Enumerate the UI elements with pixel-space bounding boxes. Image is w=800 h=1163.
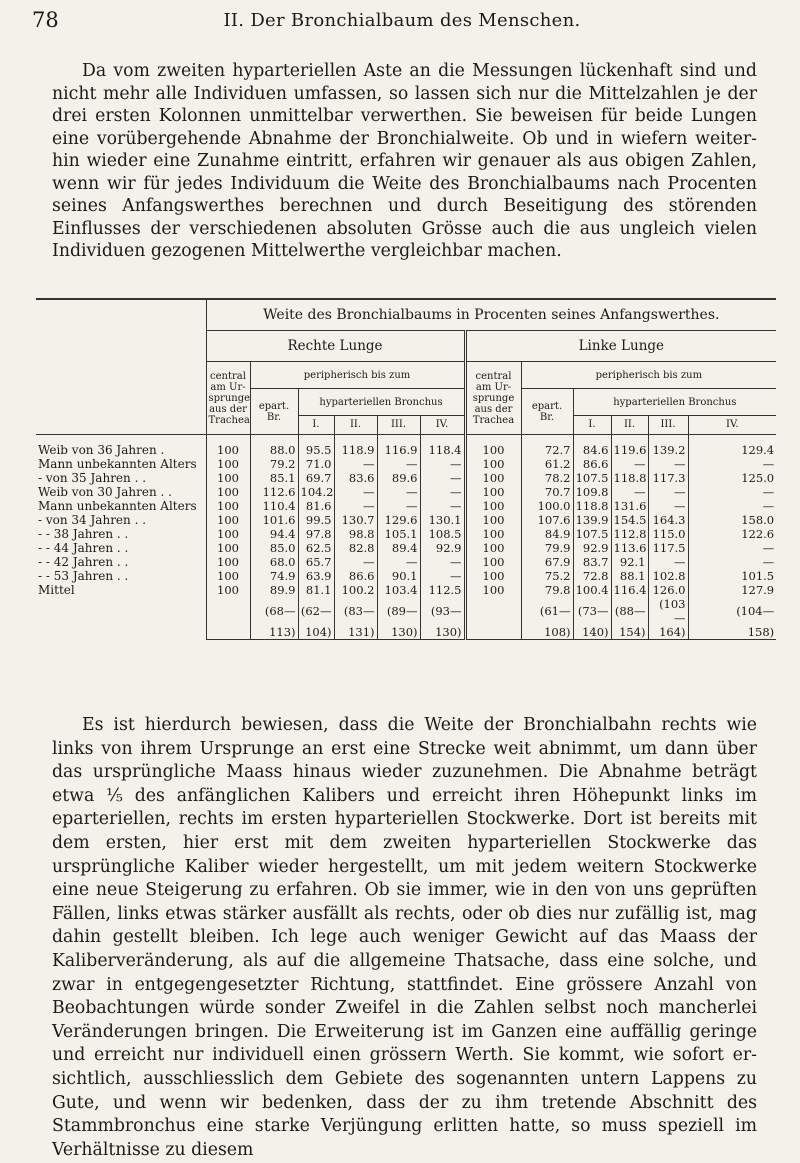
table-cell: 97.8 bbox=[298, 527, 334, 541]
range-cell bbox=[206, 597, 250, 625]
table-cell: 67.9 bbox=[521, 555, 573, 569]
row-label: - - 38 Jahren . . bbox=[38, 527, 129, 541]
table-cell: 139.2 bbox=[648, 443, 688, 457]
table-cell: 82.8 bbox=[334, 541, 377, 555]
range-cell: 108) bbox=[521, 625, 573, 640]
table-cell: 112.8 bbox=[611, 527, 648, 541]
col-header-l-2: II. bbox=[611, 416, 648, 435]
table-cell: 125.0 bbox=[688, 471, 776, 485]
table-cell: 119.6 bbox=[611, 443, 648, 457]
table-cell: 129.4 bbox=[688, 443, 776, 457]
range-cell: 158) bbox=[688, 625, 776, 640]
table-cell: 79.9 bbox=[521, 541, 573, 555]
row-label: Weib von 36 Jahren . bbox=[38, 443, 165, 457]
table-cell: 122.6 bbox=[688, 527, 776, 541]
right-lung-header: Rechte Lunge bbox=[206, 331, 465, 362]
col-header-l-1: I. bbox=[573, 416, 611, 435]
range-row bbox=[36, 625, 776, 640]
intro-paragraph: Da vom zweiten hyparteriellen Aste an die Messungen lückenhaft sind und nicht mehr alle Individuen umfassen, so lassen sich nur die Mittelzahlen je der drei ersten Kolonnen unmittelbar verwerthen. Sie beweisen für beide Lungen eine vorübergehende Abnahme der Bronchialweite. Ob und in wiefern weiter-hin wieder eine Zunahme eintritt, erfahren wir genauer als aus obigen Zahlen, wenn wir für jedes Individuum die Weite des Bronchialbaums nach Procenten seines Anfangswerthes berechnen und durch Beseitigung des störenden Einflusses der verschiedenen absoluten Grösse auch die aus ungleich vielen Individuen gezogenen Mittelwerthe vergleichbar machen. bbox=[52, 61, 757, 261]
table-cell: 129.6 bbox=[377, 513, 420, 527]
table-cell: 107.6 bbox=[521, 513, 573, 527]
table-cell: 100 bbox=[465, 499, 521, 513]
table-cell: — bbox=[611, 457, 648, 471]
left-central-header: central am Ur- sprunge aus der Trachea bbox=[465, 362, 521, 435]
table-cell: — bbox=[334, 457, 377, 471]
table-cell: 112.5 bbox=[420, 583, 465, 597]
range-cell: (89— bbox=[377, 597, 420, 625]
table-cell: 154.5 bbox=[611, 513, 648, 527]
col-header-l-3: III. bbox=[648, 416, 688, 435]
table-cell: 90.1 bbox=[377, 569, 420, 583]
table-row bbox=[36, 499, 776, 513]
table-cell: 107.5 bbox=[573, 471, 611, 485]
table-cell: 88.0 bbox=[250, 443, 298, 457]
range-cell: 131) bbox=[334, 625, 377, 640]
table-cell: 62.5 bbox=[298, 541, 334, 555]
table-title: Weite des Bronchialbaums in Procenten seines Anfangswerthes. bbox=[206, 299, 776, 331]
row-label: - - 42 Jahren . . bbox=[38, 555, 129, 569]
table-cell: — bbox=[688, 485, 776, 499]
table-row bbox=[36, 583, 776, 597]
table-cell: 94.4 bbox=[250, 527, 298, 541]
table-cell: 100 bbox=[206, 443, 250, 457]
table-row bbox=[36, 527, 776, 541]
table-cell: 98.8 bbox=[334, 527, 377, 541]
range-cell: 104) bbox=[298, 625, 334, 640]
range-cell: (62— bbox=[298, 597, 334, 625]
table-row bbox=[36, 569, 776, 583]
table-row bbox=[36, 541, 776, 555]
table-cell: 100 bbox=[206, 513, 250, 527]
page-header bbox=[32, 8, 772, 34]
table-cell: 100 bbox=[465, 471, 521, 485]
table-cell: — bbox=[420, 471, 465, 485]
table-cell: 84.6 bbox=[573, 443, 611, 457]
table-cell: 100.2 bbox=[334, 583, 377, 597]
conclusion-paragraph: Es ist hierdurch bewiesen, dass die Weite der Bronchialbahn rechts wie links von ihrem Ursprunge an erst eine Strecke weit abnimmt, um dann über das ursprüngliche Maass hinaus wieder zuzunehmen. Die Abnahme beträgt etwa ⅕ des anfänglichen Kalibers und erreicht ihren Höhepunkt links im eparteriellen, rechts im ersten hyparteriellen Stockwerke. Dort ist bereits mit dem ersten, hier erst mit dem zweiten hyparteriellen Stockwerke das ursprüngliche Kaliber wieder hergestellt, um mit jedem weitern Stockwerke eine neue Steigerung zu erfahren. Ob sie immer, wie in den von uns geprüften Fällen, links etwas stärker ausfällt als rechts, oder ob dies nur zufällig ist, mag dahin gestellt bleiben. Ich lege auch weniger Gewicht auf das Maass der Kaliberveränderung, als auf die allgemeine Thatsache, dass eine solche, und zwar in entgegengesetzter Richtung, stattfindet. Eine grössere Anzahl von Beobachtungen würde sonder Zweifel in die Zahlen selbst noch mancherlei Veränderungen bringen. Die Erweiterung ist im Ganzen eine auffällig geringe und erreicht nur individuell einen grössern Werth. Sie kommt, wie sofort er-sichtlich, ausschliesslich dem Gebiete des sogenannten untern Lappens zu Gute, und wenn wir bedenken, dass der zu ihm tretende Abschnitt des Stammbronchus eine starke Verjüngung erlitten hatte, so muss speziell im Verhältnisse zu diesem bbox=[52, 715, 757, 1160]
table-cell: 85.1 bbox=[250, 471, 298, 485]
table-cell: — bbox=[688, 457, 776, 471]
row-label: Weib von 30 Jahren . . bbox=[38, 485, 172, 499]
table-cell: 130.1 bbox=[420, 513, 465, 527]
range-cell: (93— bbox=[420, 597, 465, 625]
table-cell: 79.2 bbox=[250, 457, 298, 471]
table-cell: — bbox=[648, 499, 688, 513]
table-cell: 71.0 bbox=[298, 457, 334, 471]
table-cell: 81.6 bbox=[298, 499, 334, 513]
table-cell: 118.8 bbox=[611, 471, 648, 485]
table-cell: — bbox=[420, 499, 465, 513]
range-cell bbox=[206, 625, 250, 640]
range-cell: (83— bbox=[334, 597, 377, 625]
col-header-r-3: III. bbox=[377, 416, 420, 435]
running-title: II. Der Bronchialbaum des Menschen. bbox=[223, 10, 581, 31]
col-header-l-4: IV. bbox=[688, 416, 776, 435]
right-epart-header: epart. Br. bbox=[250, 389, 298, 435]
table-cell: 92.9 bbox=[573, 541, 611, 555]
table-row bbox=[36, 457, 776, 471]
table-cell: 100 bbox=[206, 555, 250, 569]
table-cell: 164.3 bbox=[648, 513, 688, 527]
table-cell: 100 bbox=[206, 527, 250, 541]
range-cell bbox=[465, 597, 521, 625]
table-cell: 100 bbox=[206, 457, 250, 471]
table-row bbox=[36, 443, 776, 457]
table-cell: 100 bbox=[206, 499, 250, 513]
row-label: - - 44 Jahren . . bbox=[38, 541, 129, 555]
row-label: - - 53 Jahren . . bbox=[38, 569, 129, 583]
range-cell: 113) bbox=[250, 625, 298, 640]
table-cell: 61.2 bbox=[521, 457, 573, 471]
table-row bbox=[36, 513, 776, 527]
table-cell: 105.1 bbox=[377, 527, 420, 541]
range-cell: 140) bbox=[573, 625, 611, 640]
table-cell: — bbox=[420, 485, 465, 499]
table-cell: 110.4 bbox=[250, 499, 298, 513]
row-label: Mittel bbox=[38, 583, 75, 597]
table-cell: 100 bbox=[206, 583, 250, 597]
table-cell: 118.9 bbox=[334, 443, 377, 457]
table-cell: 92.9 bbox=[420, 541, 465, 555]
table-cell: 100 bbox=[206, 471, 250, 485]
table-cell: — bbox=[688, 555, 776, 569]
table-cell: 100.0 bbox=[521, 499, 573, 513]
table-row bbox=[36, 555, 776, 569]
row-label: - von 35 Jahren . . bbox=[38, 471, 147, 485]
table-cell: 100 bbox=[465, 443, 521, 457]
table-cell: 99.5 bbox=[298, 513, 334, 527]
table-cell: — bbox=[334, 555, 377, 569]
table-cell: 100 bbox=[465, 513, 521, 527]
left-epart-header: epart. Br. bbox=[521, 389, 573, 435]
right-central-header: central am Ur- sprunge aus der Trachea bbox=[206, 362, 250, 435]
range-cell: (104— bbox=[688, 597, 776, 625]
row-label: - von 34 Jahren . . bbox=[38, 513, 147, 527]
table-cell: — bbox=[377, 499, 420, 513]
table-cell: 127.9 bbox=[688, 583, 776, 597]
range-cell: 164) bbox=[648, 625, 688, 640]
table-cell: 100 bbox=[465, 569, 521, 583]
col-header-r-2: II. bbox=[334, 416, 377, 435]
table-cell: 100 bbox=[465, 583, 521, 597]
table-cell: 130.7 bbox=[334, 513, 377, 527]
table-cell: 104.2 bbox=[298, 485, 334, 499]
table-cell: — bbox=[334, 485, 377, 499]
table-cell: 74.9 bbox=[250, 569, 298, 583]
table-cell: — bbox=[420, 569, 465, 583]
table-cell: 86.6 bbox=[573, 457, 611, 471]
row-label: Mann unbekannten Alters bbox=[38, 499, 197, 513]
table-cell: 75.2 bbox=[521, 569, 573, 583]
table-cell: 158.0 bbox=[688, 513, 776, 527]
table-cell: 100 bbox=[206, 485, 250, 499]
table-cell: 83.7 bbox=[573, 555, 611, 569]
row-label bbox=[36, 625, 206, 640]
table-cell: 109.8 bbox=[573, 485, 611, 499]
table-cell: — bbox=[611, 485, 648, 499]
table-cell: 95.5 bbox=[298, 443, 334, 457]
left-peripheral-header: peripherisch bis zum bbox=[521, 362, 776, 389]
row-label: Mann unbekannten Alters bbox=[38, 457, 197, 471]
table-cell: 116.4 bbox=[611, 583, 648, 597]
table-cell: 63.9 bbox=[298, 569, 334, 583]
table-cell: 131.6 bbox=[611, 499, 648, 513]
table-cell: 100 bbox=[206, 541, 250, 555]
table-cell: 100 bbox=[465, 555, 521, 569]
table-cell: 102.8 bbox=[648, 569, 688, 583]
col-header-r-4: IV. bbox=[420, 416, 465, 435]
table-cell: 100 bbox=[465, 527, 521, 541]
table-row bbox=[36, 485, 776, 499]
table-cell: 83.6 bbox=[334, 471, 377, 485]
table-cell: 70.7 bbox=[521, 485, 573, 499]
table-cell: — bbox=[377, 485, 420, 499]
table-cell: 79.8 bbox=[521, 583, 573, 597]
left-hyparterial-header: hyparteriellen Bronchus bbox=[573, 389, 776, 416]
table-cell: 85.0 bbox=[250, 541, 298, 555]
table-cell: 92.1 bbox=[611, 555, 648, 569]
col-header-r-1: I. bbox=[298, 416, 334, 435]
table-cell: 88.1 bbox=[611, 569, 648, 583]
table-cell: 68.0 bbox=[250, 555, 298, 569]
table-cell: 65.7 bbox=[298, 555, 334, 569]
table-cell: 118.4 bbox=[420, 443, 465, 457]
table-cell: 118.8 bbox=[573, 499, 611, 513]
table-cell: 86.6 bbox=[334, 569, 377, 583]
right-hyparterial-header: hyparteriellen Bronchus bbox=[298, 389, 465, 416]
table-cell: 84.9 bbox=[521, 527, 573, 541]
table-cell: — bbox=[648, 457, 688, 471]
table-cell: 89.9 bbox=[250, 583, 298, 597]
range-cell: 154) bbox=[611, 625, 648, 640]
table-cell: 100 bbox=[465, 457, 521, 471]
table-cell: 100 bbox=[465, 541, 521, 555]
table-cell: 126.0 bbox=[648, 583, 688, 597]
table-cell: 100 bbox=[206, 569, 250, 583]
table-cell: 116.9 bbox=[377, 443, 420, 457]
table-cell: 139.9 bbox=[573, 513, 611, 527]
table-cell: 112.6 bbox=[250, 485, 298, 499]
table-cell: 108.5 bbox=[420, 527, 465, 541]
table-cell: — bbox=[420, 555, 465, 569]
left-lung-header: Linke Lunge bbox=[465, 331, 776, 362]
table-cell: 69.7 bbox=[298, 471, 334, 485]
table-cell: 101.5 bbox=[688, 569, 776, 583]
table-cell: 89.4 bbox=[377, 541, 420, 555]
table-cell: — bbox=[648, 555, 688, 569]
table-cell: 117.3 bbox=[648, 471, 688, 485]
table-cell: 103.4 bbox=[377, 583, 420, 597]
table-cell: — bbox=[648, 485, 688, 499]
table-cell: 89.6 bbox=[377, 471, 420, 485]
table-cell: 101.6 bbox=[250, 513, 298, 527]
range-cell: (68— bbox=[250, 597, 298, 625]
bronchial-width-table bbox=[36, 298, 776, 640]
range-cell: 130) bbox=[377, 625, 420, 640]
table-cell: — bbox=[688, 499, 776, 513]
range-cell: 130) bbox=[420, 625, 465, 640]
table-cell: 100.4 bbox=[573, 583, 611, 597]
range-cell: (103— bbox=[648, 597, 688, 625]
table-cell: 72.7 bbox=[521, 443, 573, 457]
table-cell: — bbox=[688, 541, 776, 555]
table-cell: 100 bbox=[465, 485, 521, 499]
table-cell: — bbox=[420, 457, 465, 471]
table-cell: 117.5 bbox=[648, 541, 688, 555]
table-row bbox=[36, 471, 776, 485]
range-cell: (61— bbox=[521, 597, 573, 625]
table-cell: — bbox=[377, 555, 420, 569]
table-cell: 72.8 bbox=[573, 569, 611, 583]
range-cell bbox=[465, 625, 521, 640]
table-cell: — bbox=[334, 499, 377, 513]
table-cell: — bbox=[377, 457, 420, 471]
table-cell: 115.0 bbox=[648, 527, 688, 541]
row-label bbox=[36, 597, 206, 625]
page-number: 78 bbox=[32, 8, 59, 32]
table-cell: 113.6 bbox=[611, 541, 648, 555]
table-cell: 107.5 bbox=[573, 527, 611, 541]
right-peripheral-header: peripherisch bis zum bbox=[250, 362, 465, 389]
table-cell: 78.2 bbox=[521, 471, 573, 485]
range-cell: (73— bbox=[573, 597, 611, 625]
range-row bbox=[36, 597, 776, 625]
table-cell: 81.1 bbox=[298, 583, 334, 597]
range-cell: (88— bbox=[611, 597, 648, 625]
